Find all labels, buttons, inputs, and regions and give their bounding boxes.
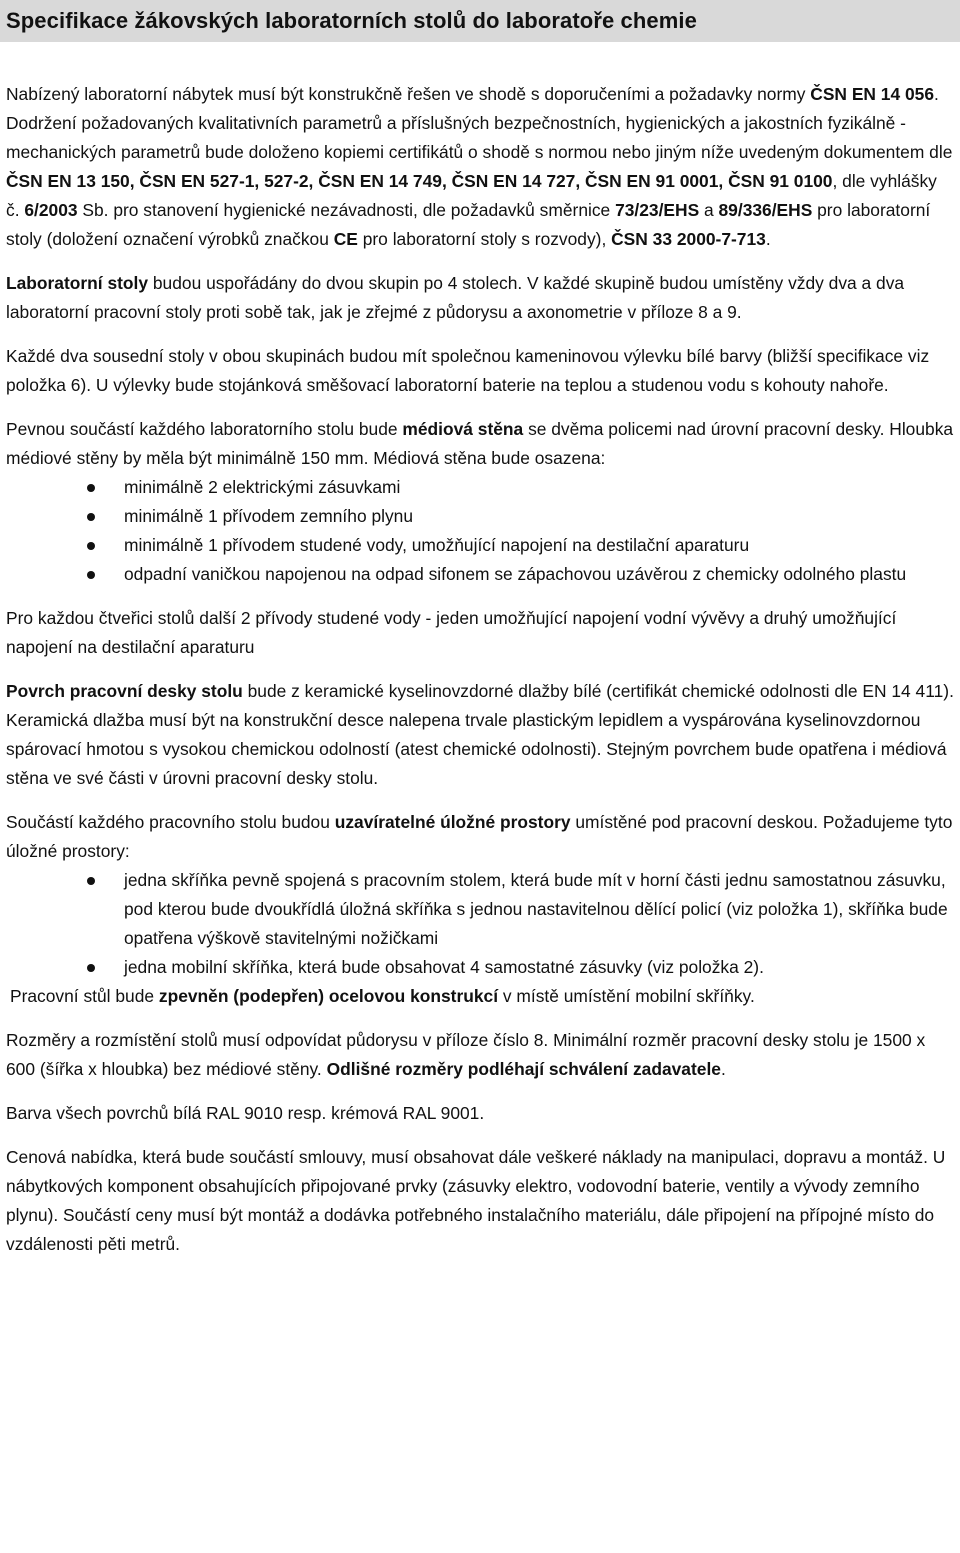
list-item xyxy=(6,473,954,502)
text: pro laboratorní stoly s rozvody), xyxy=(357,229,612,249)
bold-text: uzavíratelné úložné prostory xyxy=(334,812,571,832)
bold-text: 73/23/EHS xyxy=(615,200,700,220)
paragraph-color: Barva všech povrchů bílá RAL 9010 resp. krémová RAL 9001. xyxy=(6,1103,485,1123)
text: Pracovní stůl bude xyxy=(10,986,159,1006)
list-item xyxy=(6,560,954,589)
bullet-icon xyxy=(87,571,95,579)
page-title xyxy=(0,0,960,42)
text: Nabízený laboratorní nábytek musí být konstrukčně řešen ve shodě s doporučeními a požadavky normy xyxy=(6,84,811,104)
text: . xyxy=(765,229,771,249)
paragraph-arrangement xyxy=(6,269,954,327)
text: Sb. pro stanovení hygienické nezávadnosti, dle požadavků směrnice xyxy=(77,200,616,220)
text: se dvěma policemi nad úrovní pracovní desky. Hloubka médiové stěny by měla být minimálně 150 mm. Médiová stěna bude osazena: xyxy=(6,419,954,468)
bullet-icon xyxy=(87,542,95,550)
paragraph-norms xyxy=(6,80,954,254)
bullet-icon xyxy=(87,484,95,492)
list-item xyxy=(6,531,954,560)
text: Rozměry a rozmístění stolů musí odpovídat půdorysu v příloze číslo 8. Minimální rozměr pracovní desky stolu je 1500 x 600 (šířka x hloubka) bez médiové stěny. xyxy=(6,1030,926,1079)
paragraph-water-supply: Pro každou čtveřici stolů další 2 přívody studené vody - jeden umožňující napojení vodní vývěvy a druhý umožňující napojení na destilační aparaturu xyxy=(6,608,897,657)
list-item-text: minimálně 1 přívodem studené vody, umožňující napojení na destilační aparaturu xyxy=(124,535,750,555)
list-item-text: minimálně 2 elektrickými zásuvkami xyxy=(124,477,401,497)
text: , dle vyhlášky č. xyxy=(6,171,937,220)
text: . xyxy=(720,1059,726,1079)
paragraph-sink: Každé dva sousední stoly v obou skupinách budou mít společnou kameninovou výlevku bílé barvy (bližší specifikace viz položka 6). U výlevky bude stojánková směšovací laboratorní baterie na teplou a studenou vodu s kohouty nahoře. xyxy=(6,346,930,395)
text: pro laboratorní stoly (doložení označení výrobků značkou xyxy=(6,200,931,249)
list-item-text: odpadní vaničkou napojenou na odpad sifonem se zápachovou uzávěrou z chemicky odolného plastu xyxy=(124,564,907,584)
bold-text: Laboratorní stoly xyxy=(6,273,149,293)
paragraph-steel-frame xyxy=(6,982,954,1011)
bullet-icon xyxy=(87,513,95,521)
text: Pevnou součástí každého laboratorního stolu bude xyxy=(6,419,403,439)
text: a xyxy=(699,200,719,220)
text: . Dodržení požadovaných kvalitativních parametrů a příslušných bezpečnostních, hygienických a jakostních fyzikálně - mechanických parametrů bude doloženo kopiemi certifikátů o shodě s normou nebo jiným níže uvedeným dokumentem dle xyxy=(6,84,953,162)
bold-text: CE xyxy=(333,229,358,249)
paragraph-price: Cenová nabídka, která bude součástí smlouvy, musí obsahovat dále veškeré náklady na manipulaci, dopravu a montáž. U nábytkových komponent obsahujících připojované prvky (zásuvky elektro, vodovodní baterie, ventily a vývody zemního plynu). Součástí ceny musí být montáž a dodávka potřebného instalačního materiálu, dále připojení na přípojné místo do vzdálenosti pěti metrů. xyxy=(6,1147,946,1254)
bold-text: ČSN EN 13 150, ČSN EN 527-1, 527-2, ČSN EN 14 749, ČSN EN 14 727, ČSN EN 91 0001, ČSN 91 0100 xyxy=(6,171,833,191)
media-wall-list xyxy=(6,473,954,589)
text: umístěné pod pracovní deskou. Požadujeme tyto úložné prostory: xyxy=(6,812,953,861)
text: budou uspořádány do dvou skupin po 4 stolech. V každé skupině budou umístěny vždy dva a dva laboratorní pracovní stoly proti sobě tak, jak je zřejmé z půdorysu a axonometrie v příloze 8 a 9. xyxy=(6,273,905,322)
list-item-text: jedna mobilní skříňka, která bude obsahovat 4 samostatné zásuvky (viz položka 2). xyxy=(124,957,764,977)
text: Součástí každého pracovního stolu budou xyxy=(6,812,335,832)
bold-text: médiová stěna xyxy=(402,419,524,439)
title-text: Specifikace žákovských laboratorních stolů do laboratoře chemie xyxy=(6,8,697,33)
storage-list xyxy=(6,866,954,982)
bold-text: Povrch pracovní desky stolu xyxy=(6,681,243,701)
bullet-icon xyxy=(87,964,95,972)
bold-text: 89/336/EHS xyxy=(718,200,813,220)
bullet-icon xyxy=(87,877,95,885)
bold-text: ČSN EN 14 056 xyxy=(810,84,934,104)
text: v místě umístění mobilní skříňky. xyxy=(498,986,755,1006)
paragraph-media-wall xyxy=(6,415,954,473)
list-item-text: minimálně 1 přívodem zemního plynu xyxy=(124,506,414,526)
text: bude z keramické kyselinovzdorné dlažby bílé (certifikát chemické odolnosti dle EN 14 411). Keramická dlažba musí být na konstrukční desce nalepena trvale plastickým lepidlem a vyspárována kyselinovzdornou spárovací hmotou s vysokou chemickou odolností (atest chemické odolnosti). Stejným povrchem bude opatřena i médiová stěna ve své části v úrovni pracovní desky stolu. xyxy=(6,681,954,788)
bold-text: ČSN 33 2000-7-713 xyxy=(611,229,766,249)
list-item-text: jedna skříňka pevně spojená s pracovním stolem, která bude mít v horní části jednu samostatnou zásuvku, pod kterou bude dvoukřídlá úložná skříňka s jednou nastavitelnou dělící policí (viz položka 1), skříňka bude opatřena výškově stavitelnými nožičkami xyxy=(124,870,948,948)
bold-text: 6/2003 xyxy=(24,200,78,220)
bold-text: Odlišné rozměry podléhají schválení zadavatele xyxy=(326,1059,721,1079)
bold-text: zpevněn (podepřen) ocelovou konstrukcí xyxy=(158,986,499,1006)
paragraph-surface xyxy=(6,677,954,793)
list-item xyxy=(6,866,954,953)
paragraph-storage xyxy=(6,808,954,866)
list-item xyxy=(6,502,954,531)
list-item xyxy=(6,953,954,982)
paragraph-dimensions xyxy=(6,1026,954,1084)
